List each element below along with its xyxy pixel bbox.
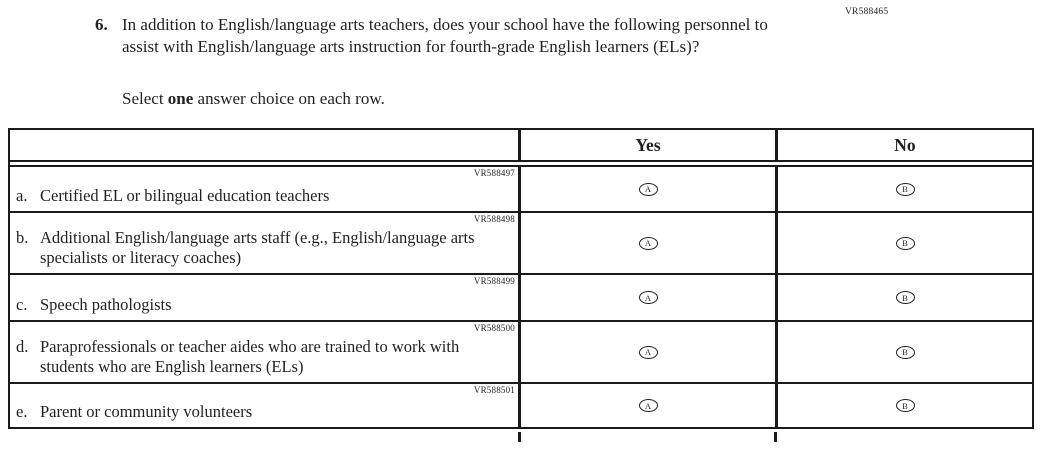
row-label bbox=[16, 295, 515, 315]
question-number: 6. bbox=[95, 15, 108, 34]
table-cutoff-divider bbox=[518, 432, 521, 442]
yes-cell bbox=[518, 384, 775, 427]
row-text: Certified EL or bilingual education teachers bbox=[40, 186, 330, 205]
row-label bbox=[16, 337, 515, 377]
row-letter: c. bbox=[16, 295, 28, 314]
no-cell bbox=[775, 213, 1032, 273]
table-row-d bbox=[10, 320, 1032, 382]
table-row-e bbox=[10, 382, 1032, 427]
prompt-prefix: Select bbox=[122, 89, 168, 108]
table-row-c bbox=[10, 273, 1032, 320]
row-letter: e. bbox=[16, 402, 28, 421]
row-label-cell bbox=[10, 167, 518, 211]
question-text: In addition to English/language arts teachers, does your school have the following personnel to assist with English/language arts instruction for fourth-grade English learners (ELs)? bbox=[122, 15, 768, 56]
answer-bubble-yes[interactable]: A bbox=[639, 399, 658, 412]
row-label bbox=[16, 402, 515, 422]
prompt-bold-word: one bbox=[167, 89, 194, 108]
yes-cell bbox=[518, 275, 775, 320]
prompt-suffix: answer choice on each row. bbox=[193, 89, 385, 108]
question-prompt bbox=[122, 88, 385, 110]
header-empty-cell bbox=[10, 130, 518, 160]
row-letter: d. bbox=[16, 337, 29, 356]
yes-cell bbox=[518, 213, 775, 273]
row-label-cell bbox=[10, 275, 518, 320]
no-cell bbox=[775, 167, 1032, 211]
yes-cell bbox=[518, 322, 775, 382]
no-cell bbox=[775, 275, 1032, 320]
row-vr-code: VR588500 bbox=[473, 323, 515, 333]
table-header-row bbox=[10, 130, 1032, 167]
row-label bbox=[16, 186, 515, 206]
answer-bubble-no[interactable]: B bbox=[896, 346, 915, 359]
answer-bubble-yes[interactable]: A bbox=[639, 183, 658, 196]
row-label-cell bbox=[10, 322, 518, 382]
row-vr-code: VR588498 bbox=[473, 214, 515, 224]
row-text: Parent or community volunteers bbox=[40, 402, 253, 421]
row-letter: b. bbox=[16, 228, 29, 247]
no-cell bbox=[775, 322, 1032, 382]
table-row-a bbox=[10, 167, 1032, 211]
answer-bubble-no[interactable]: B bbox=[896, 291, 915, 304]
no-cell bbox=[775, 384, 1032, 427]
row-label bbox=[16, 228, 515, 268]
answer-bubble-no[interactable]: B bbox=[896, 237, 915, 250]
column-header-yes: Yes bbox=[518, 130, 775, 160]
answer-bubble-no[interactable]: B bbox=[896, 183, 915, 196]
answer-bubble-yes[interactable]: A bbox=[639, 346, 658, 359]
page-vr-code: VR588465 bbox=[845, 7, 889, 17]
row-label-cell bbox=[10, 213, 518, 273]
answer-table bbox=[8, 128, 1034, 429]
row-label-cell bbox=[10, 384, 518, 427]
answer-bubble-yes[interactable]: A bbox=[639, 237, 658, 250]
row-text: Speech pathologists bbox=[40, 295, 172, 314]
row-text: Paraprofessionals or teacher aides who are trained to work with students who are English learners (ELs) bbox=[40, 337, 460, 376]
answer-bubble-no[interactable]: B bbox=[896, 399, 915, 412]
row-vr-code: VR588499 bbox=[473, 276, 515, 286]
yes-cell bbox=[518, 167, 775, 211]
question-block bbox=[95, 14, 785, 58]
row-vr-code: VR588501 bbox=[473, 385, 515, 395]
row-vr-code: VR588497 bbox=[473, 168, 515, 178]
row-letter: a. bbox=[16, 186, 28, 205]
column-header-no: No bbox=[775, 130, 1032, 160]
table-row-b bbox=[10, 211, 1032, 273]
row-text: Additional English/language arts staff (e.g., English/language arts specialists or literacy coaches) bbox=[40, 228, 475, 267]
answer-bubble-yes[interactable]: A bbox=[639, 291, 658, 304]
table-cutoff-divider bbox=[774, 432, 777, 442]
